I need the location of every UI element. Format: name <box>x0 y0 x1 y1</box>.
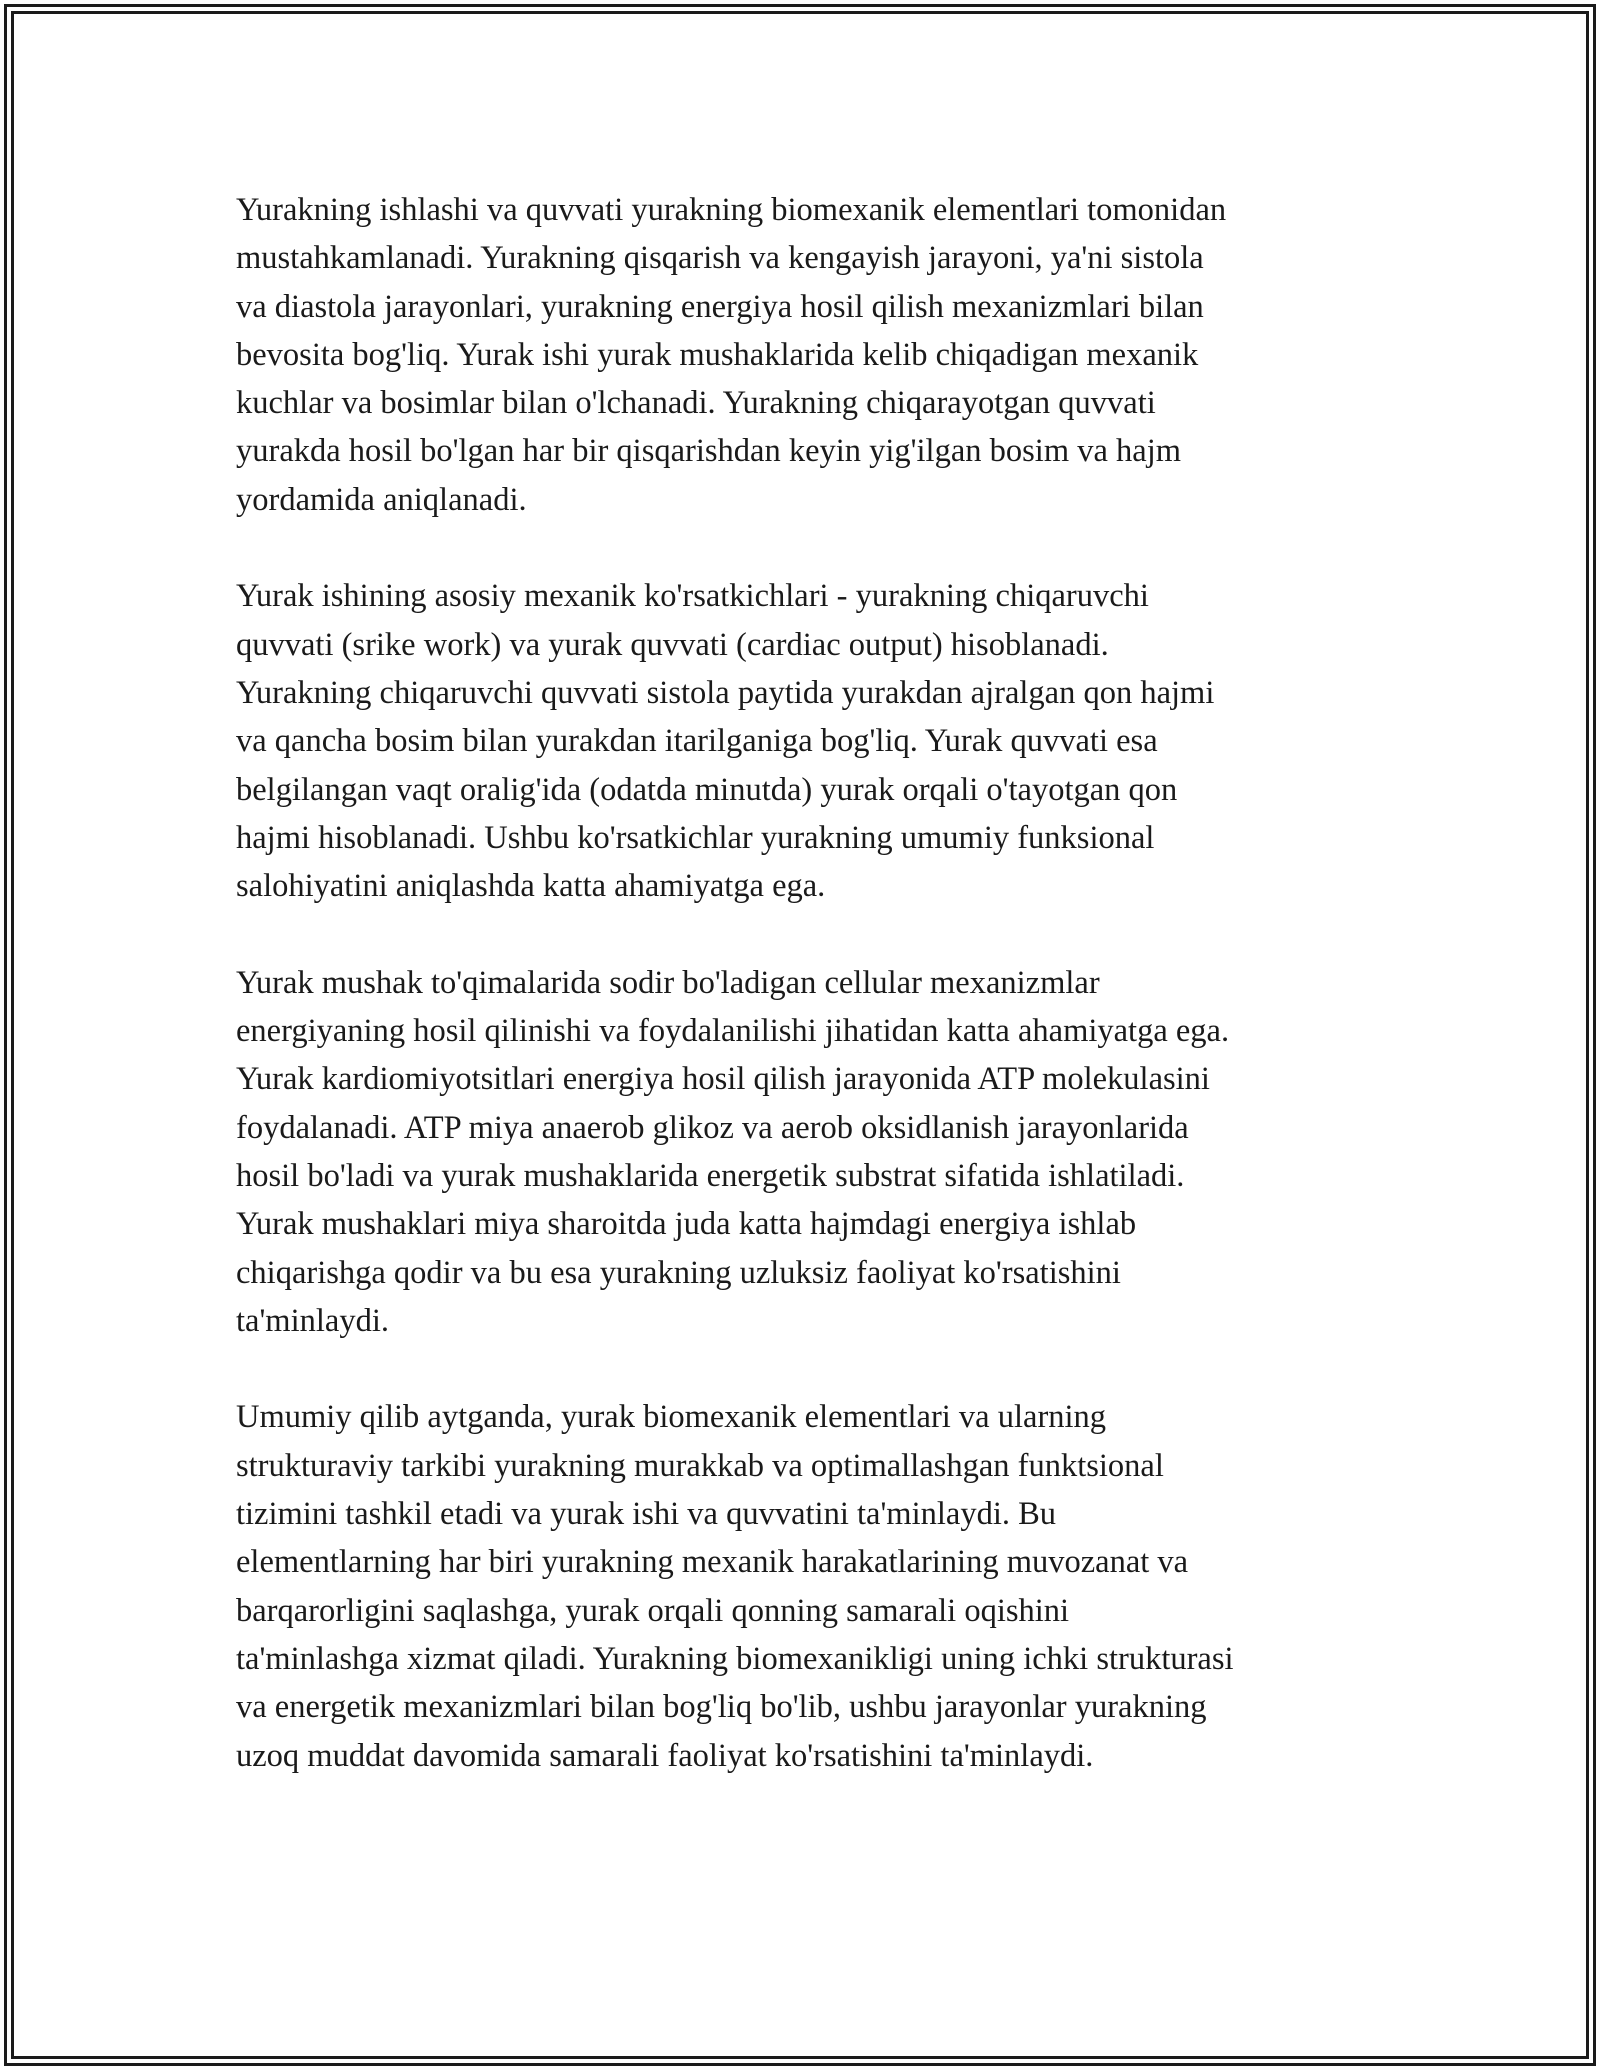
text-line: kuchlar va bosimlar bilan o'lchanadi. Yurakning chiqarayotgan quvvati <box>236 385 1156 422</box>
text-line: tizimini tashkil etadi va yurak ishi va quvvatini ta'minlaydi. Bu <box>236 1496 1057 1533</box>
paragraph-4 <box>236 1393 1371 1779</box>
text-line: yordamida aniqlanadi. <box>236 481 527 518</box>
paragraph-1 <box>236 186 1371 524</box>
text-line: bevosita bog'liq. Yurak ishi yurak mushaklarida kelib chiqadigan mexanik <box>236 336 1199 373</box>
text-line: Umumiy qilib aytganda, yurak biomexanik elementlari va ularning <box>236 1399 1107 1436</box>
text-line: yurakda hosil bo'lgan har bir qisqarishdan keyin yig'ilgan bosim va hajm <box>236 433 1182 470</box>
text-line: Yurak mushaklari miya sharoitda juda katta hajmdagi energiya ishlab <box>236 1206 1137 1243</box>
paragraph-2 <box>236 572 1371 910</box>
text-line: chiqarishga qodir va bu esa yurakning uzluksiz faoliyat ko'rsatishini <box>236 1254 1121 1291</box>
text-line: hosil bo'ladi va yurak mushaklarida energetik substrat sifatida ishlatiladi. <box>236 1157 1185 1194</box>
text-line: uzoq muddat davomida samarali faoliyat ko'rsatishini ta'minlaydi. <box>236 1737 1094 1774</box>
text-line: ta'minlashga xizmat qiladi. Yurakning biomexanikligi uning ichki strukturasi <box>236 1640 1234 1677</box>
text-line: Yurak kardiomiyotsitlari energiya hosil qilish jarayonida ATP molekulasini <box>236 1061 1210 1098</box>
text-line: strukturaviy tarkibi yurakning murakkab va optimallashgan funktsional <box>236 1447 1164 1484</box>
text-line: quvvati (srike work) va yurak quvvati (cardiac output) hisoblanadi. <box>236 626 1109 663</box>
text-line: Yurak ishining asosiy mexanik ko'rsatkichlari - yurakning chiqaruvchi <box>236 578 1149 615</box>
text-line: energiyaning hosil qilinishi va foydalanilishi jihatidan katta ahamiyatga ega. <box>236 1013 1230 1050</box>
text-line: salohiyatini aniqlashda katta ahamiyatga ega. <box>236 868 826 905</box>
text-line: Yurak mushak to'qimalarida sodir bo'ladigan cellular mexanizmlar <box>236 964 1100 1001</box>
text-line: va diastola jarayonlari, yurakning energiya hosil qilish mexanizmlari bilan <box>236 288 1204 325</box>
text-line: va qancha bosim bilan yurakdan itarilganiga bog'liq. Yurak quvvati esa <box>236 723 1158 760</box>
text-line: mustahkamlanadi. Yurakning qisqarish va kengayish jarayoni, ya'ni sistola <box>236 240 1204 277</box>
text-line: ta'minlaydi. <box>236 1302 389 1339</box>
text-line: Yurakning ishlashi va quvvati yurakning biomexanik elementlari tomonidan <box>236 192 1227 228</box>
text-line: belgilangan vaqt oralig'ida (odatda minutda) yurak orqali o'tayotgan qon <box>236 771 1178 808</box>
text-line: hajmi hisoblanadi. Ushbu ko'rsatkichlar yurakning umumiy funksional <box>236 819 1155 856</box>
text-line: foydalanadi. ATP miya anaerob glikoz va aerob oksidlanish jarayonlarida <box>236 1109 1189 1146</box>
text-line: va energetik mexanizmlari bilan bog'liq bo'lib, ushbu jarayonlar yurakning <box>236 1689 1207 1726</box>
text-line: barqarorligini saqlashga, yurak orqali qonning samarali oqishini <box>236 1592 1070 1629</box>
document-body <box>236 186 1371 1828</box>
text-line: elementlarning har biri yurakning mexanik harakatlarining muvozanat va <box>236 1544 1189 1581</box>
text-line: Yurakning chiqaruvchi quvvati sistola paytida yurakdan ajralgan qon hajmi <box>236 674 1215 711</box>
paragraph-3 <box>236 959 1371 1345</box>
